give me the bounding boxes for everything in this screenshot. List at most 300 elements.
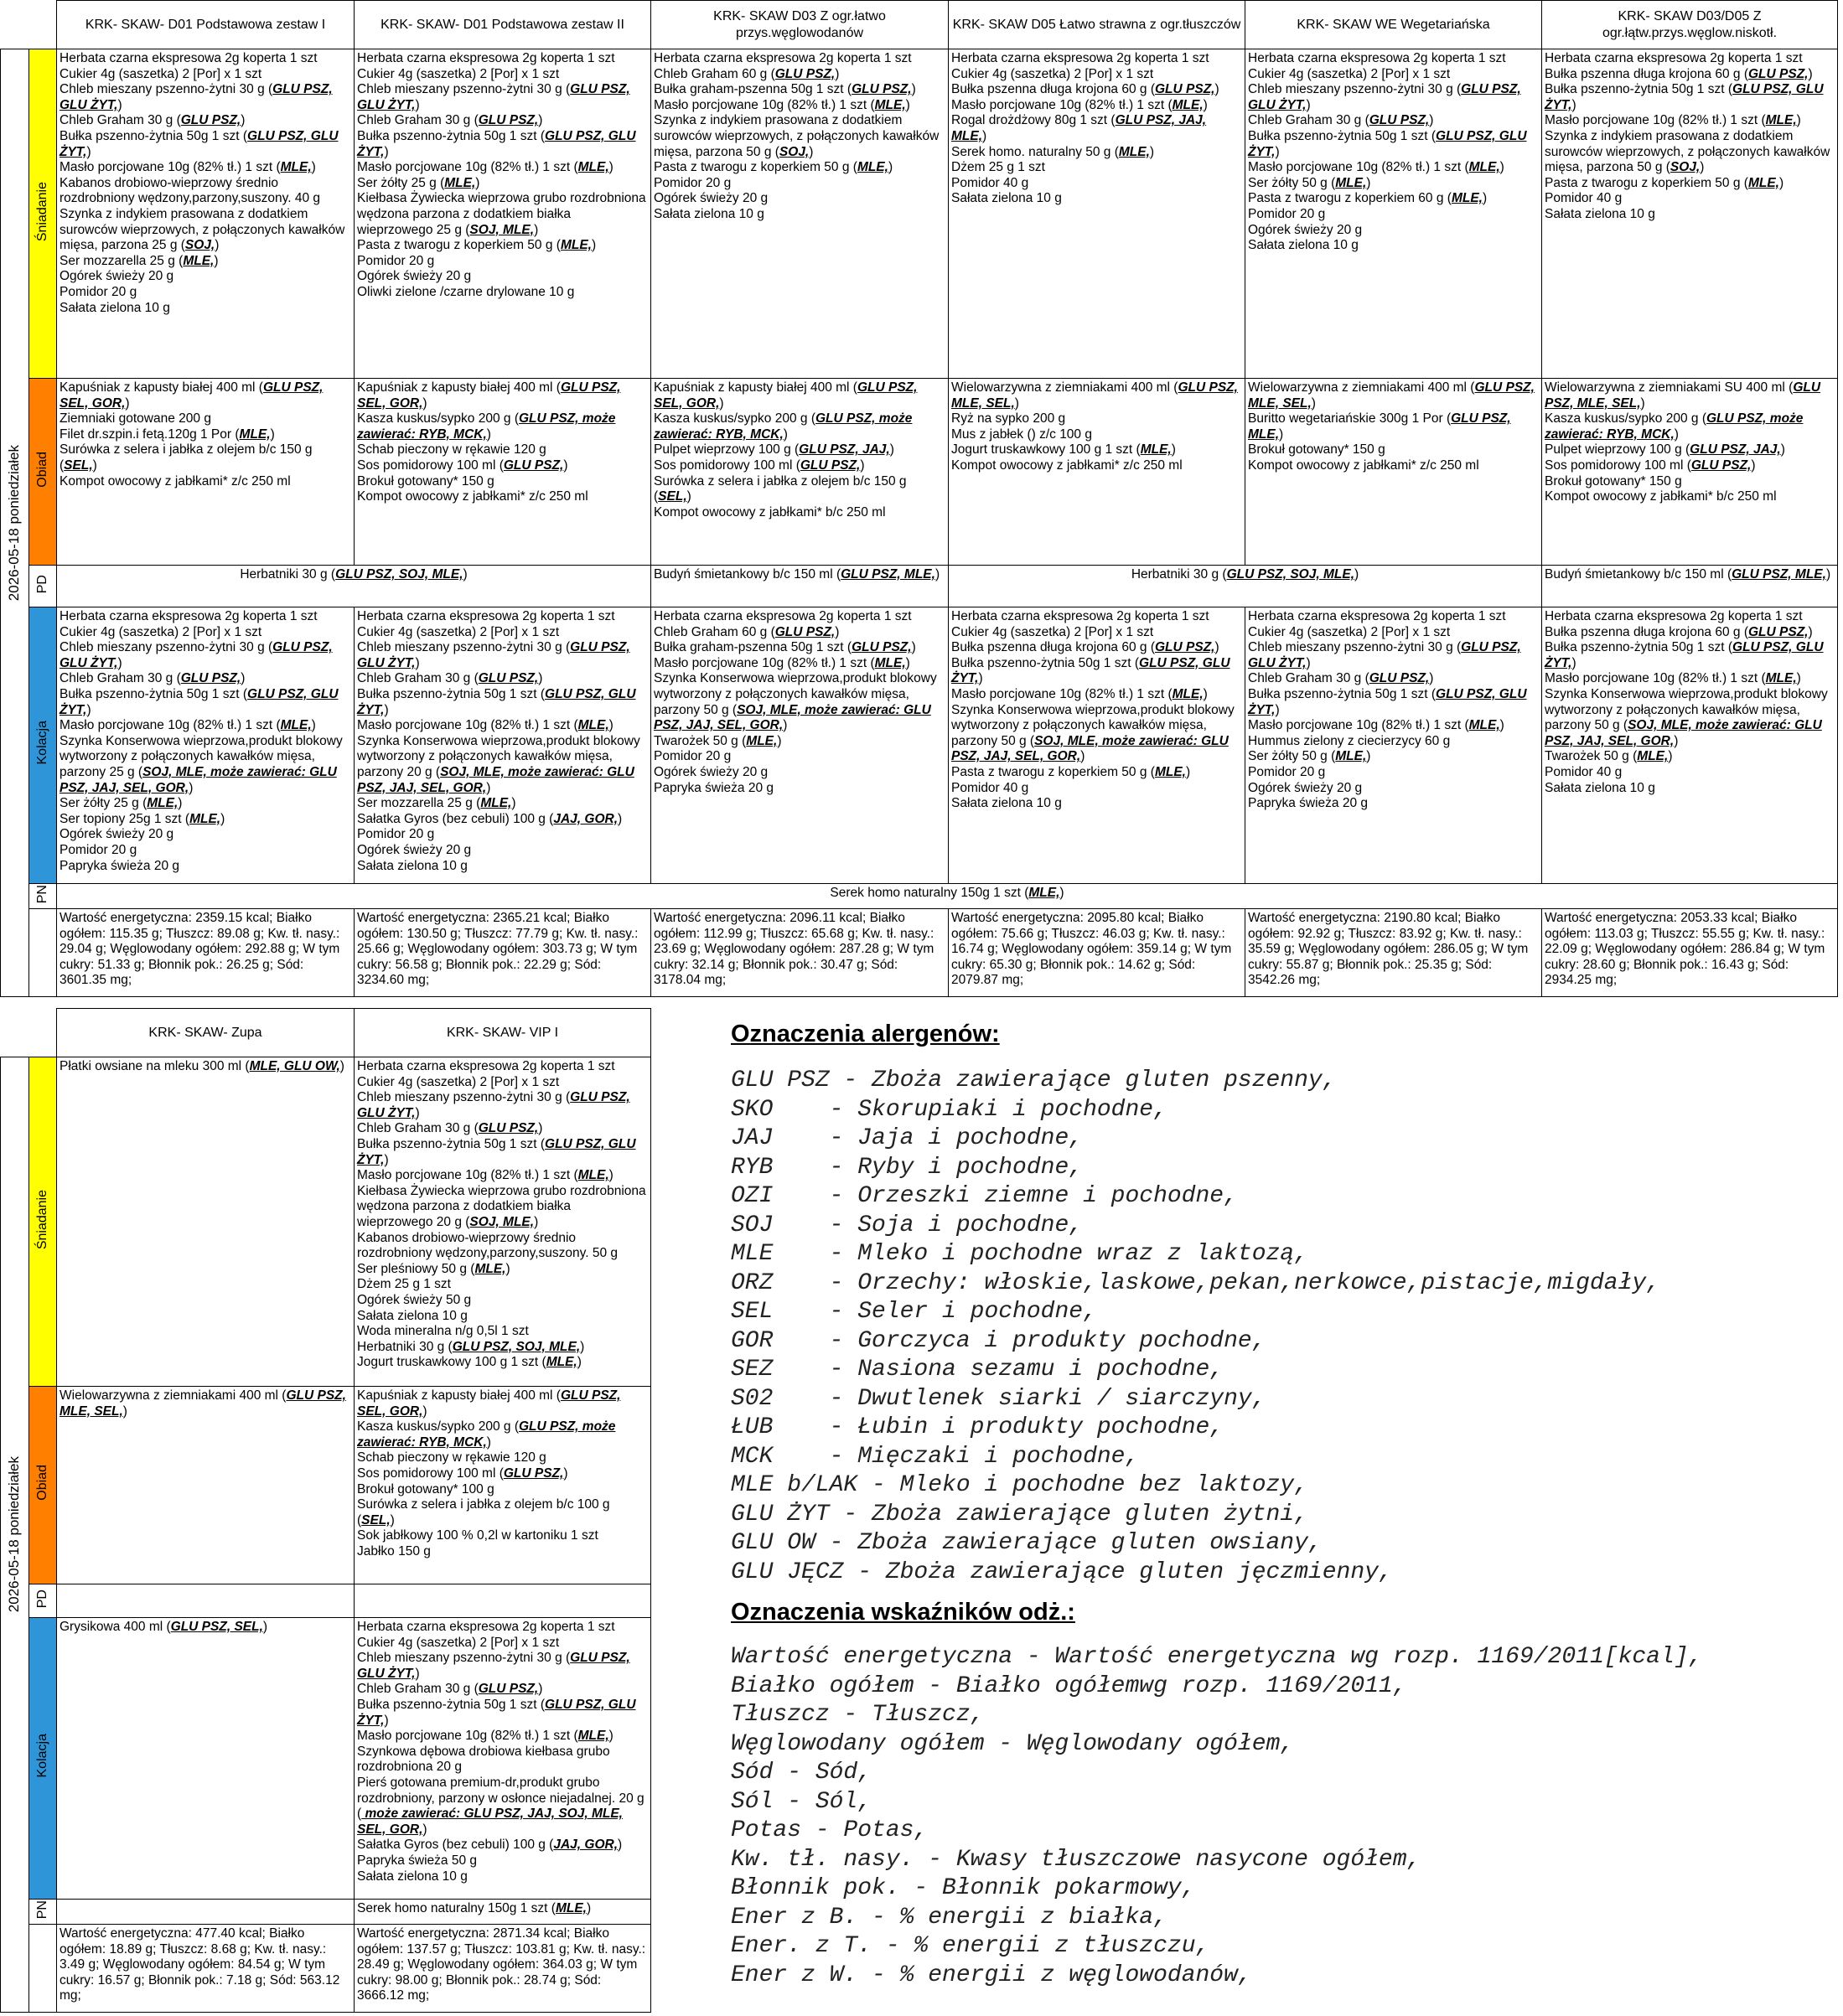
- allergen-codes: MLE,: [577, 1168, 609, 1183]
- menu-item: Sos pomidorowy 100 ml (GLU PSZ,): [357, 457, 568, 473]
- menu-item: Herbata czarna ekspresowa 2g koperta 1 szt: [60, 51, 318, 65]
- menu-item: Pierś gotowana premium-dr,produkt grubo rozdrobniony, parzony w osłonce niejadalnej. 20 g ( może zawierać: GLU PSZ, JAJ, SOJ, MLE, SEL, GOR,): [357, 1775, 645, 1837]
- menu-item: Szynka z indykiem prasowana z dodatkiem surowców wieprzowych, z połączonych kawałków mięsa, parzona 50 g (SOJ,): [1545, 128, 1830, 175]
- menu-item: Bułka pszenna długa krojona 60 g (GLU PSZ,): [1545, 624, 1813, 639]
- allergen-codes: GLU PSZ, SEL, GOR,: [357, 1388, 621, 1419]
- legend-row: GLU ŻYT - Zboża zawierające gluten żytni,: [731, 1501, 1308, 1528]
- menu-item: Rogal drożdżowy 80g 1 szt (GLU PSZ, JAJ, MLE,): [951, 113, 1207, 143]
- allergen-codes: MLE,: [147, 796, 179, 811]
- menu-item: Ser żółty 50 g (MLE,): [1248, 175, 1371, 190]
- menu-item: Pomidor 40 g: [1545, 764, 1623, 779]
- allergen-codes: MLE,: [1637, 749, 1669, 764]
- menu-item: Kasza kuskus/sypko 200 g (GLU PSZ, może zawierać: RYB, MCK,): [654, 411, 913, 442]
- allergen-codes: SEL,: [361, 1512, 391, 1528]
- allergen-codes: MLE,: [555, 1901, 587, 1915]
- menu-item: Masło porcjowane 10g (82% tł.) 1 szt (MLE,): [1545, 671, 1801, 686]
- menu-item: Kasza kuskus/sypko 200 g (GLU PSZ, może zawierać: RYB, MCK,): [357, 411, 616, 442]
- menu-cell: [651, 607, 949, 884]
- nutrition-cell: Wartość energetyczna: 2359.15 kcal; Białko ogółem: 115.35 g; Tłuszcz: 89.08 g; Kw. tł. nasy.: 29.04 g; Węglowodany ogółem: 292.88 g; W tym cukry: 51.33 g; Błonnik pok.: 26.25 g; Sód: 3601.35 mg;: [57, 909, 355, 997]
- allergen-codes: JAJ, GOR,: [553, 1838, 619, 1853]
- allergen-codes: MLE,: [1335, 749, 1367, 764]
- menu-item: Bułka pszenno-żytnia 50g 1 szt (GLU PSZ, GLU ŻYT,): [357, 1136, 636, 1167]
- menu-item: Masło porcjowane 10g (82% tł.) 1 szt (MLE,): [1545, 113, 1801, 128]
- legend-row: Białko ogółem - Białko ogółemwg rozp. 1169/2011,: [731, 1672, 1407, 1699]
- nutrition-cell: Wartość energetyczna: 2053.33 kcal; Białko ogółem: 113.03 g; Tłuszcz: 55.55 g; Kw. tł. nasy.: 22.09 g; Węglowodany ogółem: 286.84 g; W tym cukry: 28.60 g; Błonnik pok.: 16.43 g; Sód: 2934.25 mg;: [1542, 909, 1838, 997]
- allergen-codes: MLE,: [1118, 144, 1150, 159]
- menu-item: Herbata czarna ekspresowa 2g koperta 1 szt: [951, 51, 1209, 65]
- menu-item: Sos pomidorowy 100 ml (GLU PSZ,): [357, 1465, 568, 1481]
- menu-item: Kiełbasa Żywiecka wieprzowa grubo rozdrobniona wędzona parzona z dodatkiem białka wieprzowego 25 g (SOJ, MLE,): [357, 191, 646, 237]
- menu-item: Sałata zielona 10 g: [951, 191, 1062, 206]
- menu-item: Mus z jabłek () z/c 100 g: [951, 426, 1092, 442]
- legend-row: Wartość energetyczna - Wartość energetyczna wg rozp. 1169/2011[kcal],: [731, 1644, 1703, 1670]
- menu-item: Budyń śmietankowy b/c 150 ml (GLU PSZ, MLE,): [654, 567, 940, 582]
- menu-item: Surówka z selera i jabłka z olejem b/c 100 g (SEL,): [357, 1497, 610, 1528]
- menu-table-bottom: [0, 1008, 651, 2013]
- menu-item: Chleb Graham 30 g (GLU PSZ,): [60, 671, 246, 686]
- legend-row: GLU PSZ - Zboża zawierające gluten pszenny,: [731, 1067, 1337, 1093]
- menu-item: Masło porcjowane 10g (82% tł.) 1 szt (MLE,): [357, 718, 613, 733]
- meal-label-sniadanie: Śniadanie: [29, 49, 57, 379]
- menu-item: Bułka graham-pszenna 50g 1 szt (GLU PSZ,): [654, 82, 916, 97]
- allergen-codes: GLU PSZ, GLU ŻYT,: [1248, 82, 1521, 112]
- column-header: KRK- SKAW- D01 Podstawowa zestaw I: [57, 1, 355, 49]
- date-label: 2026-05-18 poniedziałek: [1, 49, 29, 997]
- legend-row: Ener. z T. - % energii z tłuszczu,: [731, 1933, 1210, 1959]
- menu-item: Pasta z twarogu z koperkiem 50 g (MLE,): [951, 764, 1191, 779]
- menu-item: Buritto wegetariańskie 300g 1 Por (GLU PSZ, MLE,): [1248, 411, 1511, 442]
- allergen-codes: MLE,: [280, 718, 312, 733]
- menu-item: Ser mozzarella 25 g (MLE,): [357, 796, 516, 811]
- menu-item: Chleb Graham 30 g (GLU PSZ,): [1248, 113, 1434, 128]
- allergen-codes: MLE, GLU OW,: [249, 1059, 340, 1073]
- allergen-codes: GLU PSZ, SOJ, MLE,: [452, 1339, 581, 1354]
- menu-item: Herbatniki 30 g (GLU PSZ, SOJ, MLE,): [357, 1339, 585, 1354]
- allergen-codes: MLE,: [1765, 113, 1797, 128]
- allergen-codes: GLU PSZ, GLU ŻYT,: [357, 1136, 636, 1167]
- allergen-codes: GLU PSZ, MLE,: [841, 567, 935, 582]
- menu-item: Ogórek świeży 20 g: [654, 764, 769, 779]
- menu-item: Bułka pszenna długa krojona 60 g (GLU PSZ,): [1545, 66, 1813, 81]
- allergen-codes: GLU PSZ,: [1155, 82, 1215, 97]
- nutrition-legend-title: Oznaczenia wskaźników odż.:: [731, 1599, 1075, 1626]
- allergen-codes: GLU PSZ, GLU ŻYT,: [60, 686, 339, 717]
- allergen-codes: GLU PSZ, MLE, SEL,: [1248, 380, 1535, 411]
- allergen-codes: SOJ, MLE, może zawierać: GLU PSZ, JAJ, SEL, GOR,: [951, 733, 1229, 764]
- menu-item: Chleb Graham 30 g (GLU PSZ,): [357, 1121, 543, 1136]
- meal-label-obiad: Obiad: [29, 1387, 57, 1584]
- menu-item: Kompot owocowy z jabłkami* z/c 250 ml: [951, 457, 1183, 473]
- menu-item: Kapuśniak z kapusty białej 400 ml (GLU PSZ, SEL, GOR,): [654, 380, 918, 411]
- allergen-legend-title: Oznaczenia alergenów:: [731, 1021, 1000, 1047]
- menu-item: Wielowarzywna z ziemniakami 400 ml (GLU PSZ, MLE, SEL,): [951, 380, 1238, 411]
- allergen-codes: GLU PSZ, GLU ŻYT,: [951, 655, 1230, 686]
- legend-row: SEZ - Nasiona sezamu i pochodne,: [731, 1357, 1224, 1383]
- column-header: KRK- SKAW D03/D05 Z ogr.łątw.przys.węglow.niskotł.: [1542, 1, 1838, 49]
- menu-item: Pasta z twarogu z koperkiem 50 g (MLE,): [357, 238, 597, 253]
- menu-item: Szynka z indykiem prasowana z dodatkiem surowców wieprzowych, z połączonych kawałków mięsa, parzona 50 g (SOJ,): [654, 113, 940, 159]
- menu-item: Cukier 4g (saszetka) 2 [Por] x 1 szt: [951, 66, 1154, 81]
- allergen-codes: MLE,: [1747, 175, 1779, 190]
- menu-item: Grysikowa 400 ml (GLU PSZ, SEL,): [60, 1620, 268, 1634]
- allergen-codes: GLU PSZ,: [180, 113, 241, 128]
- legend-row: MLE b/LAK - Mleko i pochodne bez laktozy,: [731, 1472, 1308, 1498]
- menu-cell: [57, 379, 355, 566]
- allergen-codes: GLU PSZ, GLU ŻYT,: [357, 1651, 630, 1681]
- meal-label-kolacja: Kolacja: [29, 1618, 57, 1900]
- allergen-codes: GLU PSZ, może zawierać: RYB, MCK,: [357, 411, 616, 442]
- allergen-codes: MLE,: [239, 426, 271, 442]
- menu-item: Schab pieczony w rękawie 120 g: [357, 442, 546, 457]
- allergen-codes: MLE,: [189, 811, 221, 826]
- menu-item: Kiełbasa Żywiecka wieprzowa grubo rozdrobniona wędzona parzona z dodatkiem białka wieprzowego 20 g (SOJ, MLE,): [357, 1183, 646, 1229]
- menu-item: Chleb mieszany pszenno-żytni 30 g (GLU PSZ, GLU ŻYT,): [60, 82, 333, 112]
- legend-row: Węglowodany ogółem - Węglowodany ogółem,: [731, 1730, 1295, 1757]
- allergen-codes: GLU PSZ, SEL, GOR,: [60, 380, 324, 411]
- allergen-codes: SOJ, MLE, może zawierać: GLU PSZ, JAJ, SEL, GOR,: [357, 764, 634, 795]
- snack-cell: [57, 884, 1838, 909]
- allergen-codes: GLU PSZ,: [478, 671, 539, 686]
- allergen-codes: SOJ,: [779, 144, 810, 159]
- allergen-codes: GLU PSZ,: [503, 1465, 564, 1481]
- allergen-codes: MLE,: [577, 718, 609, 733]
- menu-cell: [355, 1387, 651, 1584]
- meal-label-obiad: Obiad: [29, 379, 57, 566]
- allergen-codes: GLU PSZ,: [1748, 624, 1809, 639]
- menu-item: Masło porcjowane 10g (82% tł.) 1 szt (MLE,): [357, 1168, 613, 1183]
- menu-item: Pomidor 20 g: [357, 253, 435, 268]
- allergen-codes: może zawierać: GLU PSZ, JAJ, SOJ, MLE, SEL, GOR,: [357, 1807, 623, 1837]
- allergen-codes: GLU PSZ, GLU ŻYT,: [1545, 82, 1824, 112]
- allergen-codes: GLU PSZ, MLE, SEL,: [951, 380, 1238, 411]
- allergen-codes: GLU PSZ, GLU ŻYT,: [357, 82, 630, 112]
- allergen-codes: SOJ, MLE, może zawierać: GLU PSZ, JAJ, SEL, GOR,: [654, 702, 931, 733]
- menu-cell: [1245, 607, 1542, 884]
- allergen-codes: MLE,: [1172, 686, 1204, 701]
- meal-label-pn: PN: [29, 884, 57, 909]
- menu-item: Brokuł gotowany* 150 g: [1248, 442, 1385, 457]
- meal-label-kolacja: Kolacja: [29, 607, 57, 884]
- allergen-codes: MLE,: [1468, 718, 1500, 733]
- legend-row: Błonnik pok. - Błonnik pokarmowy,: [731, 1875, 1196, 1901]
- allergen-codes: SOJ, MLE, może zawierać: GLU PSZ, JAJ, SEL, GOR,: [1545, 718, 1822, 748]
- meal-label-sniadanie: Śniadanie: [29, 1057, 57, 1387]
- menu-item: Masło porcjowane 10g (82% tł.) 1 szt (MLE,): [357, 1729, 613, 1744]
- allergen-codes: GLU PSZ, może zawierać: RYB, MCK,: [357, 1419, 616, 1450]
- allergen-codes: GLU PSZ,: [478, 1682, 539, 1697]
- menu-item: Masło porcjowane 10g (82% tł.) 1 szt (MLE,): [1248, 160, 1504, 175]
- nutrition-cell: Wartość energetyczna: 477.40 kcal; Białko ogółem: 18.89 g; Tłuszcz: 8.68 g; Kw. tł. nasy.: 3.49 g; Węglowodany ogółem: 84.54 g; W tym cukry: 16.57 g; Błonnik pok.: 7.18 g; Sód: 563.12 mg;: [57, 1925, 355, 2013]
- allergen-codes: GLU PSZ, GLU ŻYT,: [1248, 128, 1527, 159]
- nutrition-cell: Wartość energetyczna: 2871.34 kcal; Białko ogółem: 137.57 g; Tłuszcz: 103.81 g; Kw. tł. nasy.: 28.49 g; Węglowodany ogółem: 364.03 g; W tym cukry: 98.00 g; Błonnik pok.: 28.74 g; Sód: 3666.12 mg;: [355, 1925, 651, 2013]
- allergen-codes: GLU PSZ, GLU ŻYT,: [1545, 640, 1824, 670]
- menu-item: Masło porcjowane 10g (82% tł.) 1 szt (MLE,): [951, 97, 1208, 112]
- menu-item: Brokuł gotowany* 100 g: [357, 1481, 494, 1496]
- allergen-codes: MLE,: [1468, 160, 1500, 175]
- allergen-codes: GLU PSZ, GLU ŻYT,: [357, 1090, 630, 1120]
- allergen-codes: SOJ, MLE,: [469, 222, 535, 237]
- allergen-codes: GLU PSZ, MLE, SEL,: [1545, 380, 1821, 411]
- menu-item: Papryka świeża 20 g: [654, 780, 774, 795]
- menu-item: Chleb Graham 30 g (GLU PSZ,): [1248, 671, 1434, 686]
- allergen-codes: MLE,: [480, 796, 512, 811]
- menu-item: Ogórek świeży 20 g: [654, 191, 769, 206]
- nutrition-legend: [731, 1599, 1837, 1990]
- menu-cell: [355, 607, 651, 884]
- menu-item: Cukier 4g (saszetka) 2 [Por] x 1 szt: [1248, 624, 1451, 639]
- column-header: KRK- SKAW- Zupa: [57, 1009, 355, 1057]
- menu-item: Herbatniki 30 g (GLU PSZ, SOJ, MLE,): [1131, 567, 1359, 582]
- allergen-codes: MLE,: [1028, 886, 1060, 900]
- menu-item: Bułka pszenno-żytnia 50g 1 szt (GLU PSZ, GLU ŻYT,): [1248, 128, 1527, 159]
- nutrition-cell: Wartość energetyczna: 2190.80 kcal; Białko ogółem: 92.92 g; Tłuszcz: 83.92 g; Kw. tł. nasy.: 35.59 g; Węglowodany ogółem: 286.05 g; W tym cukry: 55.87 g; Błonnik pok.: 25.35 g; Sód: 3542.26 mg;: [1245, 909, 1542, 997]
- snack-cell: [57, 566, 651, 607]
- menu-cell: [57, 607, 355, 884]
- menu-item: Szynka z indykiem prasowana z dodatkiem surowców wieprzowych, z połączonych kawałków mięsa, parzona 25 g (SOJ,): [60, 206, 345, 253]
- snack-cell: [1542, 566, 1838, 607]
- allergen-codes: MLE,: [857, 160, 888, 175]
- legend-row: GLU OW - Zboża zawierające gluten owsiany,: [731, 1530, 1323, 1556]
- nutrition-cell: Wartość energetyczna: 2095.80 kcal; Białko ogółem: 75.66 g; Tłuszcz: 46.03 g; Kw. tł. nasy.: 16.74 g; Węglowodany ogółem: 359.14 g; W tym cukry: 65.30 g; Błonnik pok.: 14.62 g; Sód: 2079.87 mg;: [949, 909, 1245, 997]
- meal-label-pd: PD: [29, 1584, 57, 1618]
- menu-item: Bułka pszenno-żytnia 50g 1 szt (GLU PSZ, GLU ŻYT,): [357, 128, 636, 159]
- menu-item: Serek homo. naturalny 50 g (MLE,): [951, 144, 1155, 159]
- legend-row: ŁUB - Łubin i produkty pochodne,: [731, 1414, 1224, 1440]
- legend-row: Sód - Sód,: [731, 1760, 872, 1786]
- column-header: KRK- SKAW D05 Łatwo strawna z ogr.tłuszczów: [949, 1, 1245, 49]
- menu-item: Ser pleśniowy 50 g (MLE,): [357, 1261, 510, 1276]
- menu-item: Bułka pszenno-żytnia 50g 1 szt (GLU PSZ, GLU ŻYT,): [1248, 686, 1527, 717]
- menu-item: Pomidor 20 g: [1248, 206, 1326, 221]
- menu-item: Ziemniaki gotowane 200 g: [60, 411, 211, 426]
- allergen-codes: GLU PSZ, GLU ŻYT,: [357, 1697, 636, 1728]
- menu-item: Kabanos drobiowo-wieprzowy średnio rozdrobniony wędzony,parzony,suszony. 40 g: [60, 175, 321, 206]
- menu-item: Herbata czarna ekspresowa 2g koperta 1 szt: [357, 609, 615, 623]
- allergen-codes: MLE,: [746, 733, 778, 748]
- allergen-codes: MLE,: [183, 253, 215, 268]
- menu-item: Bułka pszenno-żytnia 50g 1 szt (GLU PSZ, GLU ŻYT,): [60, 128, 339, 159]
- menu-item: Masło porcjowane 10g (82% tł.) 1 szt (MLE,): [60, 718, 316, 733]
- menu-item: Twarożek 50 g (MLE,): [1545, 749, 1673, 764]
- menu-item: Szynka Konserwowa wieprzowa,produkt blokowy wytworzony z połączonych kawałków mięsa, parzony 25 g (SOJ, MLE, może zawierać: GLU PSZ, JAJ, SEL, GOR,): [60, 733, 343, 795]
- meal-label-pd: PD: [29, 566, 57, 607]
- column-header: KRK- SKAW- VIP I: [355, 1009, 651, 1057]
- menu-item: Woda mineralna n/g 0,5l 1 szt: [357, 1324, 529, 1339]
- menu-item: Herbatniki 30 g (GLU PSZ, SOJ, MLE,): [240, 567, 468, 582]
- legend-row: RYB - Ryby i pochodne,: [731, 1154, 1084, 1181]
- menu-item: Masło porcjowane 10g (82% tł.) 1 szt (MLE,): [1248, 718, 1504, 733]
- menu-item: Pomidor 40 g: [951, 780, 1029, 795]
- allergen-codes: MLE,: [1451, 191, 1483, 206]
- menu-item: Masło porcjowane 10g (82% tł.) 1 szt (MLE,): [60, 160, 316, 175]
- menu-item: Płatki owsiane na mleku 300 ml (MLE, GLU OW,): [60, 1059, 344, 1073]
- allergen-codes: MLE,: [874, 655, 906, 670]
- allergen-codes: GLU PSZ, SOJ, MLE,: [335, 567, 463, 582]
- nutrition-cell: Wartość energetyczna: 2096.11 kcal; Białko ogółem: 112.99 g; Tłuszcz: 65.68 g; Kw. tł. nasy.: 23.69 g; Węglowodany ogółem: 287.28 g; W tym cukry: 32.14 g; Błonnik pok.: 30.47 g; Sód: 3178.04 mg;: [651, 909, 949, 997]
- menu-item: Cukier 4g (saszetka) 2 [Por] x 1 szt: [60, 624, 262, 639]
- menu-item: Pulpet wieprzowy 100 g (GLU PSZ, JAJ,): [1545, 442, 1785, 457]
- allergen-codes: MLE,: [1154, 764, 1186, 779]
- menu-item: Jabłko 150 g: [357, 1543, 431, 1559]
- legend-row: Sól - Sól,: [731, 1788, 872, 1815]
- menu-item: Chleb mieszany pszenno-żytni 30 g (GLU PSZ, GLU ŻYT,): [1248, 82, 1521, 112]
- allergen-codes: SOJ,: [184, 238, 215, 253]
- allergen-codes: GLU PSZ, GLU ŻYT,: [357, 128, 636, 159]
- menu-item: Pomidor 20 g: [1248, 764, 1326, 779]
- menu-item: Pomidor 20 g: [60, 842, 137, 857]
- menu-item: Brokuł gotowany* 150 g: [357, 473, 494, 488]
- menu-item: Chleb Graham 30 g (GLU PSZ,): [357, 671, 543, 686]
- allergen-codes: GLU PSZ, GLU ŻYT,: [357, 640, 630, 670]
- menu-item: Ser mozzarella 25 g (MLE,): [60, 253, 219, 268]
- menu-item: Herbata czarna ekspresowa 2g koperta 1 szt: [654, 51, 912, 65]
- legend-row: OZI - Orzeszki ziemne i pochodne,: [731, 1183, 1238, 1209]
- menu-item: Jogurt truskawkowy 100 g 1 szt (MLE,): [951, 442, 1176, 457]
- menu-item: Kapuśniak z kapusty białej 400 ml (GLU PSZ, SEL, GOR,): [357, 1388, 621, 1419]
- allergen-codes: GLU PSZ,: [503, 457, 564, 473]
- menu-item: Masło porcjowane 10g (82% tł.) 1 szt (MLE,): [654, 97, 910, 112]
- menu-item: Sałata zielona 10 g: [60, 300, 170, 315]
- menu-item: Papryka świeża 20 g: [60, 858, 180, 873]
- allergen-codes: MLE,: [874, 97, 906, 112]
- menu-item: Schab pieczony w rękawie 120 g: [357, 1450, 546, 1465]
- menu-item: Chleb mieszany pszenno-żytni 30 g (GLU PSZ, GLU ŻYT,): [60, 640, 333, 670]
- menu-item: Ser żółty 25 g (MLE,): [60, 796, 183, 811]
- menu-item: Jogurt truskawkowy 100 g 1 szt (MLE,): [357, 1355, 582, 1370]
- allergen-codes: GLU PSZ,: [800, 457, 861, 473]
- allergen-codes: GLU PSZ, może zawierać: RYB, MCK,: [654, 411, 913, 442]
- legend-row: GLU JĘCZ - Zboża zawierające gluten jęczmienny,: [731, 1559, 1393, 1585]
- allergen-codes: JAJ, GOR,: [553, 811, 619, 826]
- meal-label-pn: PN: [29, 1900, 57, 1925]
- allergen-list: [731, 1067, 1837, 1587]
- allergen-codes: SOJ, MLE,: [469, 1214, 535, 1229]
- allergen-codes: GLU PSZ, JAJ,: [799, 442, 890, 457]
- menu-item: Herbata czarna ekspresowa 2g koperta 1 szt: [357, 51, 615, 65]
- menu-cell: [57, 1057, 355, 1387]
- menu-item: Ogórek świeży 20 g: [1248, 222, 1363, 237]
- legend-row: ORZ - Orzechy: włoskie,laskowe,pekan,nerkowce,pistacje,migdały,: [731, 1269, 1660, 1296]
- menu-item: Pomidor 40 g: [1545, 191, 1623, 206]
- menu-item: Herbata czarna ekspresowa 2g koperta 1 szt: [357, 1620, 615, 1634]
- legend-row: Ener z B. - % energii z białka,: [731, 1904, 1167, 1931]
- allergen-codes: GLU PSZ, JAJ, MLE,: [951, 113, 1207, 143]
- menu-item: Chleb mieszany pszenno-żytni 30 g (GLU PSZ, GLU ŻYT,): [357, 1090, 630, 1120]
- allergen-codes: GLU PSZ, MLE,: [1248, 411, 1511, 442]
- menu-item: Cukier 4g (saszetka) 2 [Por] x 1 szt: [357, 624, 560, 639]
- allergen-codes: GLU PSZ, SEL,: [170, 1620, 263, 1634]
- legend-row: Potas - Potas,: [731, 1817, 929, 1843]
- menu-item: Surówka z selera i jabłka z olejem b/c 150 g (SEL,): [654, 473, 907, 504]
- menu-item: Sos pomidorowy 100 ml (GLU PSZ,): [1545, 457, 1756, 473]
- menu-item: Bułka pszenna długa krojona 60 g (GLU PSZ,): [951, 82, 1219, 97]
- menu-item: Kompot owocowy z jabłkami* z/c 250 ml: [1248, 457, 1479, 473]
- menu-item: Cukier 4g (saszetka) 2 [Por] x 1 szt: [1248, 66, 1451, 81]
- menu-item: Sałata zielona 10 g: [1545, 780, 1655, 795]
- menu-item: Bułka pszenno-żytnia 50g 1 szt (GLU PSZ, GLU ŻYT,): [357, 1697, 636, 1728]
- menu-item: Ser topiony 25g 1 szt (MLE,): [60, 811, 225, 826]
- menu-item: Sałata zielona 10 g: [357, 858, 468, 873]
- allergen-codes: GLU PSZ,: [1690, 457, 1752, 473]
- allergen-codes: MLE,: [1335, 175, 1367, 190]
- legend-row: SOJ - Soja i pochodne,: [731, 1212, 1084, 1238]
- menu-item: Masło porcjowane 10g (82% tł.) 1 szt (MLE,): [951, 686, 1208, 701]
- allergen-codes: GLU PSZ,: [852, 640, 912, 655]
- menu-item: Dżem 25 g 1 szt: [951, 160, 1045, 175]
- allergen-codes: GLU PSZ,: [180, 671, 241, 686]
- snack-cell: [651, 566, 949, 607]
- menu-item: Szynka Konserwowa wieprzowa,produkt blokowy wytworzony z połączonych kawałków mięsa, parzony 50 g (SOJ, MLE, może zawierać: GLU PSZ, JAJ, SEL, GOR,): [654, 671, 937, 733]
- menu-item: Filet dr.szpin.i fetą.120g 1 Por (MLE,): [60, 426, 275, 442]
- menu-item: Cukier 4g (saszetka) 2 [Por] x 1 szt: [357, 66, 560, 81]
- allergen-codes: MLE,: [280, 160, 312, 175]
- menu-item: Kapuśniak z kapusty białej 400 ml (GLU PSZ, SEL, GOR,): [357, 380, 621, 411]
- menu-item: Herbata czarna ekspresowa 2g koperta 1 szt: [1545, 609, 1803, 623]
- menu-item: Sok jabłkowy 100 % 0,2l w kartoniku 1 szt: [357, 1528, 598, 1543]
- menu-item: Herbata czarna ekspresowa 2g koperta 1 szt: [654, 609, 912, 623]
- menu-item: Bułka pszenno-żytnia 50g 1 szt (GLU PSZ, GLU ŻYT,): [951, 655, 1230, 686]
- menu-item: Ryż na sypko 200 g: [951, 411, 1066, 426]
- allergen-codes: GLU PSZ, SEL, GOR,: [654, 380, 918, 411]
- menu-item: Brokuł gotowany* 150 g: [1545, 473, 1682, 488]
- allergen-codes: SEL,: [658, 489, 687, 504]
- menu-item: Sałata zielona 10 g: [1248, 238, 1359, 253]
- menu-item: Sos pomidorowy 100 ml (GLU PSZ,): [654, 457, 865, 473]
- menu-table-top: [0, 0, 1838, 997]
- allergen-codes: GLU PSZ, GLU ŻYT,: [60, 128, 339, 159]
- menu-item: Papryka świeża 20 g: [1248, 796, 1369, 811]
- allergen-codes: GLU PSZ, MLE, SEL,: [60, 1388, 346, 1419]
- menu-item: Sałata zielona 10 g: [357, 1869, 468, 1884]
- menu-item: Kabanos drobiowo-wieprzowy średnio rozdrobniony wędzony,parzony,suszony. 50 g: [357, 1230, 619, 1261]
- menu-item: Chleb mieszany pszenno-żytni 30 g (GLU PSZ, GLU ŻYT,): [357, 82, 630, 112]
- menu-item: Pomidor 20 g: [60, 284, 137, 299]
- allergen-codes: GLU PSZ, SOJ, MLE,: [1226, 567, 1354, 582]
- menu-cell: [949, 607, 1245, 884]
- snack-cell: [949, 566, 1542, 607]
- menu-item: Kompot owocowy z jabłkami* z/c 250 ml: [60, 473, 291, 488]
- menu-item: Bułka pszenno-żytnia 50g 1 szt (GLU PSZ, GLU ŻYT,): [357, 686, 636, 717]
- menu-item: Herbata czarna ekspresowa 2g koperta 1 szt: [951, 609, 1209, 623]
- menu-item: Pulpet wieprzowy 100 g (GLU PSZ, JAJ,): [654, 442, 894, 457]
- allergen-codes: MLE,: [546, 1355, 577, 1370]
- allergen-codes: MLE,: [1140, 442, 1172, 457]
- allergen-codes: GLU PSZ, GLU ŻYT,: [357, 686, 636, 717]
- allergen-codes: MLE,: [474, 1261, 506, 1276]
- menu-cell: [651, 49, 949, 379]
- menu-item: Wielowarzywna z ziemniakami 400 ml (GLU PSZ, MLE, SEL,): [60, 1388, 346, 1419]
- menu-item: Ogórek świeży 20 g: [357, 269, 472, 284]
- menu-item: Serek homo naturalny 150g 1 szt (MLE,): [357, 1901, 592, 1915]
- allergen-codes: GLU PSZ, JAJ,: [1690, 442, 1781, 457]
- menu-item: Chleb mieszany pszenno-żytni 30 g (GLU PSZ, GLU ŻYT,): [357, 640, 630, 670]
- allergen-codes: SEL,: [64, 457, 93, 473]
- legend-row: Tłuszcz - Tłuszcz,: [731, 1702, 985, 1728]
- menu-item: Ogórek świeży 20 g: [1248, 780, 1363, 795]
- menu-item: Pomidor 40 g: [951, 175, 1029, 190]
- menu-item: Papryka świeża 50 g: [357, 1853, 478, 1868]
- menu-item: Chleb Graham 60 g (GLU PSZ,): [654, 624, 840, 639]
- menu-cell: [57, 49, 355, 379]
- menu-item: Bułka graham-pszenna 50g 1 szt (GLU PSZ,): [654, 640, 916, 655]
- allergen-codes: MLE,: [577, 1729, 609, 1744]
- menu-item: Bułka pszenna długa krojona 60 g (GLU PSZ,): [951, 640, 1219, 655]
- allergen-codes: GLU PSZ, GLU ŻYT,: [1248, 686, 1527, 717]
- menu-item: Bułka pszenno-żytnia 50g 1 szt (GLU PSZ, GLU ŻYT,): [60, 686, 339, 717]
- menu-item: Ogórek świeży 20 g: [357, 842, 472, 857]
- menu-item: Chleb Graham 30 g (GLU PSZ,): [357, 1682, 543, 1697]
- menu-cell: [1542, 607, 1838, 884]
